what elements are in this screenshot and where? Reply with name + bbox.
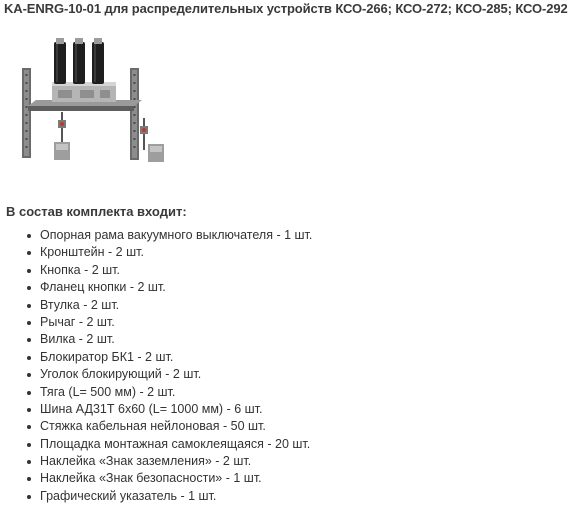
list-item — [0, 349, 312, 366]
list-item — [0, 418, 312, 435]
page-title: KA-ENRG-10-01 для распределительных устройств КСО-266; КСО-272; КСО-285; КСО-292 — [4, 1, 568, 16]
bullet-icon — [27, 443, 31, 447]
list-item — [0, 279, 312, 296]
section-heading: В состав комплекта входит: — [6, 204, 187, 219]
list-item-text: Тяга (L= 500 мм) - 2 шт. — [40, 384, 176, 399]
bullet-icon — [27, 356, 31, 360]
bullet-icon — [27, 269, 31, 273]
bullet-icon — [27, 251, 31, 255]
list-item-text: Кнопка - 2 шт. — [40, 262, 120, 277]
list-item — [0, 227, 312, 244]
list-item — [0, 436, 312, 453]
list-item — [0, 366, 312, 383]
list-item-text: Блокиратор БК1 - 2 шт. — [40, 349, 174, 364]
bullet-icon — [27, 234, 31, 238]
list-item-text: Стяжка кабельная нейлоновая - 50 шт. — [40, 419, 266, 434]
bullet-icon — [27, 373, 31, 377]
list-item-text: Опорная рама вакуумного выключателя - 1 шт. — [40, 228, 313, 242]
bullet-icon — [27, 286, 31, 290]
list-item — [0, 244, 312, 261]
list-item — [0, 314, 312, 331]
product-image — [14, 34, 174, 184]
list-item-text: Площадка монтажная самоклеящаяся - 20 шт. — [40, 436, 311, 451]
list-item-text: Вилка - 2 шт. — [40, 332, 115, 347]
list-item-text: Уголок блокирующий - 2 шт. — [40, 367, 202, 382]
bullet-icon — [27, 460, 31, 464]
list-item-text: Втулка - 2 шт. — [40, 297, 120, 312]
list-item-text: Кронштейн - 2 шт. — [40, 245, 144, 260]
list-item — [0, 331, 312, 348]
list-item — [0, 453, 312, 470]
list-item-text: Наклейка «Знак безопасности» - 1 шт. — [40, 471, 262, 486]
bullet-icon — [27, 477, 31, 481]
list-item — [0, 488, 312, 505]
bullet-icon — [27, 391, 31, 395]
list-item — [0, 401, 312, 418]
list-item — [0, 384, 312, 401]
kit-list — [0, 227, 312, 505]
bullet-icon — [27, 321, 31, 325]
list-item — [0, 262, 312, 279]
bullet-icon — [27, 425, 31, 429]
list-item-text: Графический указатель - 1 шт. — [40, 488, 217, 503]
list-item-text: Шина АД31Т 6х60 (L= 1000 мм) - 6 шт. — [40, 401, 263, 416]
bullet-icon — [27, 408, 31, 412]
bullet-icon — [27, 495, 31, 499]
list-item — [0, 297, 312, 314]
bullet-icon — [27, 338, 31, 342]
list-item-text: Рычаг - 2 шт. — [40, 314, 115, 329]
list-item-text: Фланец кнопки - 2 шт. — [40, 280, 166, 295]
list-item-text: Наклейка «Знак заземления» - 2 шт. — [40, 454, 252, 469]
list-item — [0, 470, 312, 487]
bullet-icon — [27, 304, 31, 308]
